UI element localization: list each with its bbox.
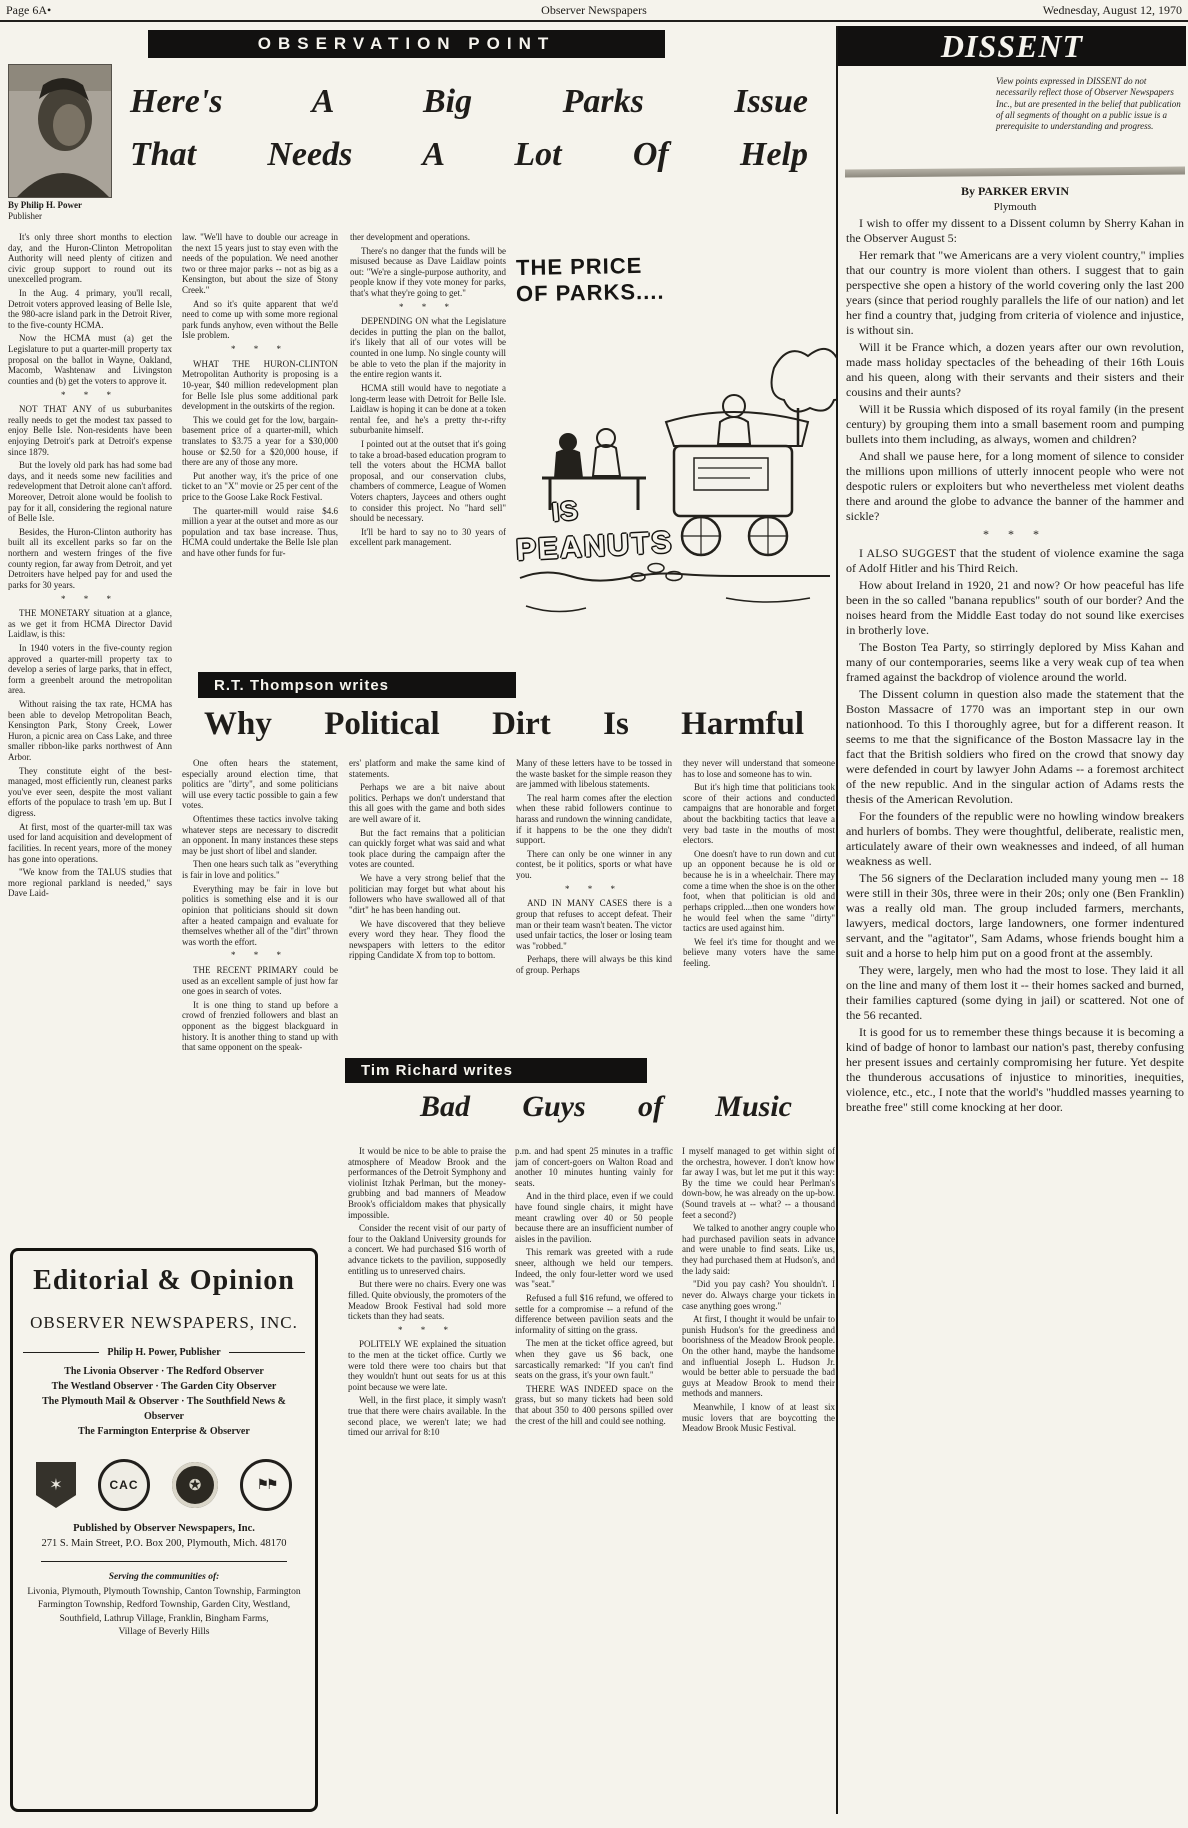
paragraph: Oftentimes these tactics involve taking whatever steps are necessary to discredit an opponent. In many instances these steps may be just short of libel and slander. [182,814,338,856]
thompson-headline: Why Political Dirt Is Harmful [204,706,804,742]
paragraph: * * * [565,883,623,894]
paragraph: The Plymouth Mail & Observer · The Southfield News & Observer [42,1396,286,1422]
photo-byline [8,200,148,223]
paragraph: The Farmington Enterprise & Observer [78,1426,250,1437]
paragraph: The 56 signers of the Declaration included many young men -- 18 were still in their 30s, three were in their 20s; only one (Ben Franklin) was a really old man. The group included farmers, merchants, lawyers, medical doctors, large landowners, one former indentured servant, and the "agitator", Sam Adams, whose friends bought him a suit and a horse to help him put on a good front at the assembly. [846,871,1184,960]
paragraph: Then one hears such talk as "everything is fair in love and politics." [182,859,338,881]
paragraph: THE RECENT PRIMARY could be used as an excellent sample of just how far one goes in search of votes. [182,964,338,997]
paragraph: We have a very strong belief that the politician may forget but what about his followers who have swallowed all of that "dirt" he has been handing out. [349,873,505,915]
paragraph: It is one thing to stand up before a crowd of frenzied followers and blast an opponent as the biggest blackguard in history. It is another thing to stand up with that same opponent on the speak- [182,999,338,1053]
paragraph: * * * [398,1324,456,1335]
paragraph: In the Aug. 4 primary, you'll recall, Detroit voters approved leasing of Belle Isle, the 980-acre island park in the Detroit River, to the five-county HCMA. [8,288,172,330]
parks-column-3 [350,232,506,551]
paragraph: POLITELY WE explained the situation to the men at the ticket office. Curtly we were told there were too chairs but that they wouldn't hunt out seats for us at this point because we were late. [348,1339,506,1392]
paragraph: I wish to offer my dissent to a Dissent column by Sherry Kahan in the Observer August 5: [846,216,1184,245]
page-date: Wednesday, August 12, 1970 [1042,3,1182,17]
publisher-portrait-image [9,65,111,197]
thompson-writes-banner: R.T. Thompson writes [198,672,516,698]
paragraph: HCMA still would have to negotiate a long-term lease with Detroit for Belle Isle. Laidlaw is hoping it can be done at a token rental fee, and he's a pretty thr-r-rifty suburbanite himself. [350,382,506,436]
paragraph: Farmington Township, Redford Township, Garden City, Westland, [37,1600,291,1611]
photo-byline-name: By Philip H. Power [8,200,82,210]
paragraph: "We know from the TALUS studies that more regional parkland is needed," says Dave Laid- [8,867,172,899]
michigan-press-emblem-icon [240,1459,292,1511]
paragraph: AND IN MANY CASES there is a group that refuses to accept defeat. Their man or their team wasn't beaten. The victor used unfair tactics, the loser or losing team was "robbed." [516,898,672,951]
publisher-name: Philip H. Power, Publisher [107,1347,221,1358]
paragraph: They constitute eight of the best-managed, most efficiently run, cleanest parks you've ever seen, despite the most valiant efforts of the populace to trash 'em up. But I digress. [8,765,172,819]
paragraph: There's no danger that the funds will be misused because as Dave Laidlaw points out: "We're a single-purpose authority, and people know if they vote money for parks, that's what they're going to get." [350,245,506,299]
cac-label: CAC [109,1478,139,1492]
paragraph: It would be nice to be able to praise the atmosphere of Meadow Brook and the performances of the Detroit Symphony and violinist Itzhak Perlman, but the money-grubbing and bad manners of Meadow Brook's officialdom makes that physically impossible. [348,1146,506,1220]
paragraph: Meanwhile, I know of at least six music lovers that are boycotting the Meadow Brook Music Festival. [682,1402,835,1434]
observation-point-banner: OBSERVATION POINT [148,30,665,58]
dissent-byline [845,184,1185,214]
dissent-divider-strip [845,167,1185,178]
publisher-line [23,1347,305,1358]
paragraph: The Boston Tea Party, so stirringly deplored by Miss Kahan and many of our contemporaries, seems like a very weak cup of tea when framed against the backdrop of violence around the world. [846,640,1184,684]
paragraph: I ALSO SUGGEST that the student of violence examine the saga of Adolf Hitler and his Third Reich. [846,546,1184,575]
paragraph: I pointed out at the outset that it's going to take a broad-based education program to tell the voters about the HCMA ballot proposal, and our conservation clubs, chambers of commerce, League of Women Voters chapters, Jaycees and others ought to consider this project. No "hard sell" should be necessary. [350,438,506,524]
column-divider-rule [836,26,838,1814]
paragraph: We feel it's time for thought and we believe many voters have the same feeling. [683,936,835,968]
published-by-line: Published by Observer Newspapers, Inc. [73,1523,255,1534]
paragraph: Now the HCMA must (a) get the Legislature to put a quarter-mill property tax proposal on the ballot in Wayne, Oakland, Macomb, Washtenaw and Livingston counties and (b) get the voters to approve it. [8,333,172,386]
thompson-column-2 [349,758,505,964]
editorial-opinion-box [10,1248,318,1812]
paragraph: The men at the ticket office agreed, but when they gave us $6 back, one sarcastically remarked: "If you can't find seats on the grass, it's your own fault." [515,1338,673,1381]
newspaper-list [23,1364,305,1439]
paragraph: But there were no chairs. Every one was filled. Quite obviously, the promoters of the Meadow Brook Festival had sold more tickets than they had seats. [348,1279,506,1322]
paragraph: It'll be hard to say no to 30 years of excellent park management. [350,526,506,548]
cartoon-caption-top-line2: OF PARKS.... [515,278,665,307]
page-number: Page 6A• [6,3,52,17]
editorial-cartoon [506,246,836,652]
paragraph: p.m. and had spent 25 minutes in a traffic jam of concert-goers on Walton Road and another 10 minutes hunting vainly for seats. [515,1146,673,1188]
communities-list [23,1586,305,1639]
paragraph: ther development and operations. [350,232,470,242]
paragraph: "Did you pay cash? You shouldn't. I never do. Always charge your tickets in case anything goes wrong." [682,1279,835,1311]
box-rule [41,1561,287,1562]
richard-column-1 [348,1146,506,1441]
cartoon-caption-bottom-line2: PEANUTS [515,525,675,568]
dissent-author-location: Plymouth [993,200,1037,213]
rule-right [229,1352,305,1353]
richard-writes-banner: Tim Richard writes [345,1058,647,1083]
paragraph: We talked to another angry couple who had purchased pavilion seats in advance and were unable to find seats. Like us, they had purchased them at Hudson's, and the lady said: [682,1223,835,1276]
paragraph: At first, most of the quarter-mill tax was used for land acquisition and development of facilities. In recent years, more of the money has gone into operations. [8,821,172,864]
paragraph: The Livonia Observer · The Redford Observer [64,1366,264,1377]
paragraph: * * * [231,344,289,355]
parks-headline-line1: Here's A Big Parks Issue [130,83,808,120]
richard-column-3 [682,1146,835,1437]
paragraph: At first, I thought it would be unfair to punish Hudson's for the greediness and boorishness of the Meadow Brook people. On the other hand, maybe the handsome and influential Joseph L. Hudson Jr. would be better able to persuade the bad guys at Meadow Brook to mend their methods and manners. [682,1314,835,1399]
paragraph: Everything may be fair in love but politics is something else and it is our opinion that politicians should sit down after a heated campaign and evaluate for themselves whether all of the "dirt" thrown was worth the effort. [182,883,338,947]
header-rule [0,20,1188,22]
paragraph: We have discovered that they believe every word they hear. They flood the newspapers with letters to the editor ripping Candidate X from top to bottom. [349,918,505,961]
paragraph: This remark was greeted with a rude sneer, although we held our tempers. Indeed, the only four-letter word we used was "seat." [515,1247,673,1290]
paragraph: Refused a full $16 refund, we offered to settle for a compromise -- a refund of the difference between pavilion seats and the informality of sitting on the grass. [515,1292,673,1335]
paragraph: Without raising the tax rate, HCMA has been able to develop Metropolitan Beach, Kensington Park, Stony Creek, Lower Huron, a picnic area on Cass Lake, and three smaller ribbon-like parks northwest of Ann Arbor. [8,698,172,763]
paragraph: There can only be one winner in any contest, be it politics, sports or what have you. [516,848,672,881]
paragraph: WHAT THE HURON-CLINTON Metropolitan Authority is proposing is a 10-year, $40 million redevelopment plan for Belle Isle plus some additional park development in the outskirts of the region. [182,358,338,412]
paragraph: Perhaps we are a bit naive about politics. Perhaps we don't understand that this all goes with the game and both sides are well aware of it. [349,782,505,825]
paragraph: law. "We'll have to double our acreage in the next 15 years just to stay even with the needs of the population. We need another two or three major parks -- not as big as a Kensington, but about the size of Stony Creek." [182,232,338,296]
parks-column-1 [8,232,172,902]
paragraph: THERE WAS INDEED space on the grass, but so many tickets had been sold that about 350 to 400 persons spilled over the crest of the hill and could see nothing. [515,1383,673,1426]
paragraph: Livonia, Plymouth, Plymouth Township, Canton Township, Farmington [27,1587,301,1597]
paragraph: Will it be France which, a dozen years after our own revolution, made mass holiday spectacles of the beheading of their 16th Louis and his queen, along with their servants and their sisters and their cousins and their aunts? [846,340,1184,399]
paragraph: * * * [61,593,119,604]
paragraph: I myself managed to get within sight of the orchestra, however. I don't know how far away I was, but let me put it this way: By the time we could hear Perlman's down-bow, he was already on the up-bow. (Sound travels at -- what? -- a thousand feet a second?) [682,1146,835,1220]
cartoon-caption-bottom-line1: IS [550,494,580,528]
serving-label: Serving the communities of: [108,1572,220,1582]
paragraph: Southfield, Lathrup Village, Franklin, Bingham Farms, [59,1613,269,1624]
paragraph: They were, largely, men who had the most to lose. They laid it all on the line and many of them lost it -- their homes sacked and burned, their families captured (some dying in jail) or scattered. Not one of the 56 recanted. [846,963,1184,1022]
paragraph: Well, in the first place, it simply wasn't true that there were chairs available. In the second place, we weren't late; we had timed our arrival for 8:10 [348,1395,506,1438]
paragraph: And shall we pause here, for a long moment of silence to consider the millions upon millions of utterly innocent people who were not despotic rulers or exploiters but who nevertheless met violent deaths there and around the globe to advance the banner of the hammer and sickle? [846,449,1184,523]
paragraph: This we could get for the low, bargain-basement price of a quarter-mill, which translates to $3.75 a year for a $30,000 house or $2.50 for a $20,000 house, if there are any of those any more. [182,414,338,468]
parks-column-2 [182,232,338,562]
paragraph: they never will understand that someone has to lose and someone has to win. [683,758,835,779]
rule-left [23,1352,99,1353]
paragraph: Many of these letters have to be tossed in the waste basket for the simple reason they are jammed with libelous statements. [516,758,672,790]
paragraph: Perhaps, there will always be this kind of group. Perhaps [516,954,672,975]
dissent-column [846,216,1184,1117]
paper-name: Observer Newspapers [541,3,647,17]
paragraph: But the lovely old park has had some bad days, and it needs some new facilities and redevelopment that Detroit alone can't afford. Moreover, Detroit alone would be foolish to pay for it all, considering the regional nature of Belle Isle. [8,460,172,524]
suburban-press-emblem-icon [36,1462,76,1508]
press-club-emblem-icon [172,1462,218,1508]
paragraph: ers' platform and make the same kind of statements. [349,758,505,779]
paragraph: And in the third place, even if we could have found single chairs, it might have meant crawling over 40 or 50 people because there are an insufficient number of aisles in the pavilion. [515,1191,673,1244]
dissent-author: By PARKER ERVIN [960,184,1070,198]
paragraph: How about Ireland in 1920, 21 and now? Or how peaceful has life been in the so called "banana republics" south of our border? And the noises heard from the Middle East today do not sound like exercises in brotherly love. [846,578,1184,637]
emblem-row [23,1459,305,1511]
paragraph: NOT THAT ANY of us suburbanites really needs to get the modest tax passed to enjoy Belle Isle. Non-residents have been enjoying Detroit's park at Detroit's expense since 1879. [8,404,172,457]
publisher-address: 271 S. Main Street, P.O. Box 200, Plymouth, Mich. 48170 [41,1538,287,1549]
paragraph: THE MONETARY situation at a glance, as we get it from HCMA Director David Laidlaw, is this: [8,608,172,640]
thompson-column-1 [182,758,338,1056]
paragraph: * * * [399,301,457,312]
paragraph: Will it be Russia which disposed of its royal family (in the present century) by grouping them into a small basement room and pumping bullets into them including, as always, women and children? [846,402,1184,446]
paragraph: Consider the recent visit of our party of four to the Oakland University grounds for a concert. We had purchased $16 worth of advance tickets to the pavilion, supposedly entitling us to unreserved chairs. [348,1223,506,1276]
dissent-disclaimer: View points expressed in DISSENT do not necessarily reflect those of Observer Newspapers Inc., but are presented in the belief that publication of all segments of thought on a public issue is a prerequisite to understanding and progress. [996,76,1181,131]
photo-byline-role: Publisher [8,211,43,222]
editorial-box-title: Editorial & Opinion [33,1265,295,1296]
paragraph: It's only three short months to election day, and the Huron-Clinton Metropolitan Authority will need plenty of citizen and civic group support to round out its unexcelled program. [8,232,172,285]
paragraph: Her remark that "we Americans are a very violent country," implies that our country is more violent than others. I suggest that to gain perspective she open a history of the world covering only the last 200 years (since that period roughly parallels the life of our nation) and let her find a country that, judging from criteria of violence and injustice, is without sin. [846,248,1184,337]
paragraph: Put another way, it's the price of one ticket to an "X" movie or 25 per cent of the price to the Goose Lake Rock Festival. [182,470,338,503]
editorial-box-organization: OBSERVER NEWSPAPERS, INC. [30,1313,298,1332]
paragraph: * * * [983,527,1047,541]
thompson-column-4 [683,758,835,972]
paragraph: In 1940 voters in the five-county region approved a quarter-mill property tax to develop a series of large parks, that in effect, form a greenbelt around the metropolitan area. [8,642,172,696]
dissent-banner: DISSENT [838,26,1186,66]
paragraph: One doesn't have to run down and cut up an opponent because he is old or because he is in a wheelchair. There may come a time when the shoe is on the other foot, when that politician is old and perhaps crippled....then one wonders how he would feel when the same "dirty" tactics are used against him. [683,848,835,934]
paragraph: But the fact remains that a politician can quickly forget what was said and what took place during the campaign after the votes are counted. [349,827,505,870]
publisher-photo [8,64,112,198]
richard-headline: Bad Guys of Music [420,1090,792,1123]
paragraph: One often hears the statement, especially around election time, that politics are "dirty", and some politicians will use every tactic possible to gain a few votes. [182,758,338,811]
paragraph: But it's high time that politicians took score of their actions and conducted campaigns that are honorable and forget about the backbiting tactics that leave a very bad taste in the mouths of most electors. [683,782,835,846]
paragraph: And so it's quite apparent that we'd need to come up with some more regional park funds anyhow, even without the Belle Isle problem. [182,298,338,341]
paragraph: * * * [231,950,289,961]
paragraph: The Dissent column in question also made the statement that the Boston Massacre of 1770 was an important step in our own nationhood. To this I thoroughly agree, but for a different reason. It seems to me that the significance of the Boston Massacre lay in the fact that the British soldiers who fired on the crowd that snowy day were defended in court by lawyer John Adams -- a foremost architect of the new republic. And in the singular action of Adams rests the thesis of the American Revolution. [846,687,1184,806]
paragraph: The Westland Observer · The Garden City Observer [51,1381,277,1392]
cartoon-drawing [506,246,836,652]
paragraph: Village of Beverly Hills [118,1626,210,1637]
paragraph: The real harm comes after the election when these rabid followers continue to harass and rundown the winning candidate, if it happens to be the one they didn't support. [516,792,672,846]
parks-headline [130,76,808,181]
cac-emblem-icon [98,1459,150,1511]
paragraph: DEPENDING ON what the Legislature decides in putting the plan on the ballot, it's likely that all of our votes will be counted in one lump. No single county will be able to veto the plan if the majority in the entire region wants it. [350,316,506,380]
paragraph: It is good for us to remember these things because it is becoming a kind of badge of honor to lambast our nation's past, thereby confusing her present issues and certainly compromising her future. Yet despite the thunderous accusations of injustice to minorities, inequities, violence, etc., etc., I note that the world's "huddled masses yearning to breathe free" still come knocking at her door. [846,1025,1184,1114]
paragraph: For the founders of the republic were no howling window breakers and hurlers of bombs. They were thoughtful, deliberate, realistic men, articulately aware of their own weaknesses and indeed, of all human weakness as well. [846,809,1184,868]
cartoon-caption-top-line1: THE PRICE [515,252,643,281]
paragraph: * * * [61,389,119,400]
paragraph: Besides, the Huron-Clinton authority has built all its excellent parks so far on the northern and western fringes of the five county region, far away from Detroit, and yet Detroiters have helped pay for and used the parks for 30 years. [8,526,172,590]
parks-headline-line2: That Needs A Lot Of Help [130,135,808,173]
thompson-column-3 [516,758,672,979]
richard-column-2 [515,1146,673,1429]
paragraph: The quarter-mill would raise $4.6 million a year at the outset and more as our population and tax base increase. Thus, HCMA could undertake the Belle Isle plan and have other funds for fur- [182,505,338,559]
